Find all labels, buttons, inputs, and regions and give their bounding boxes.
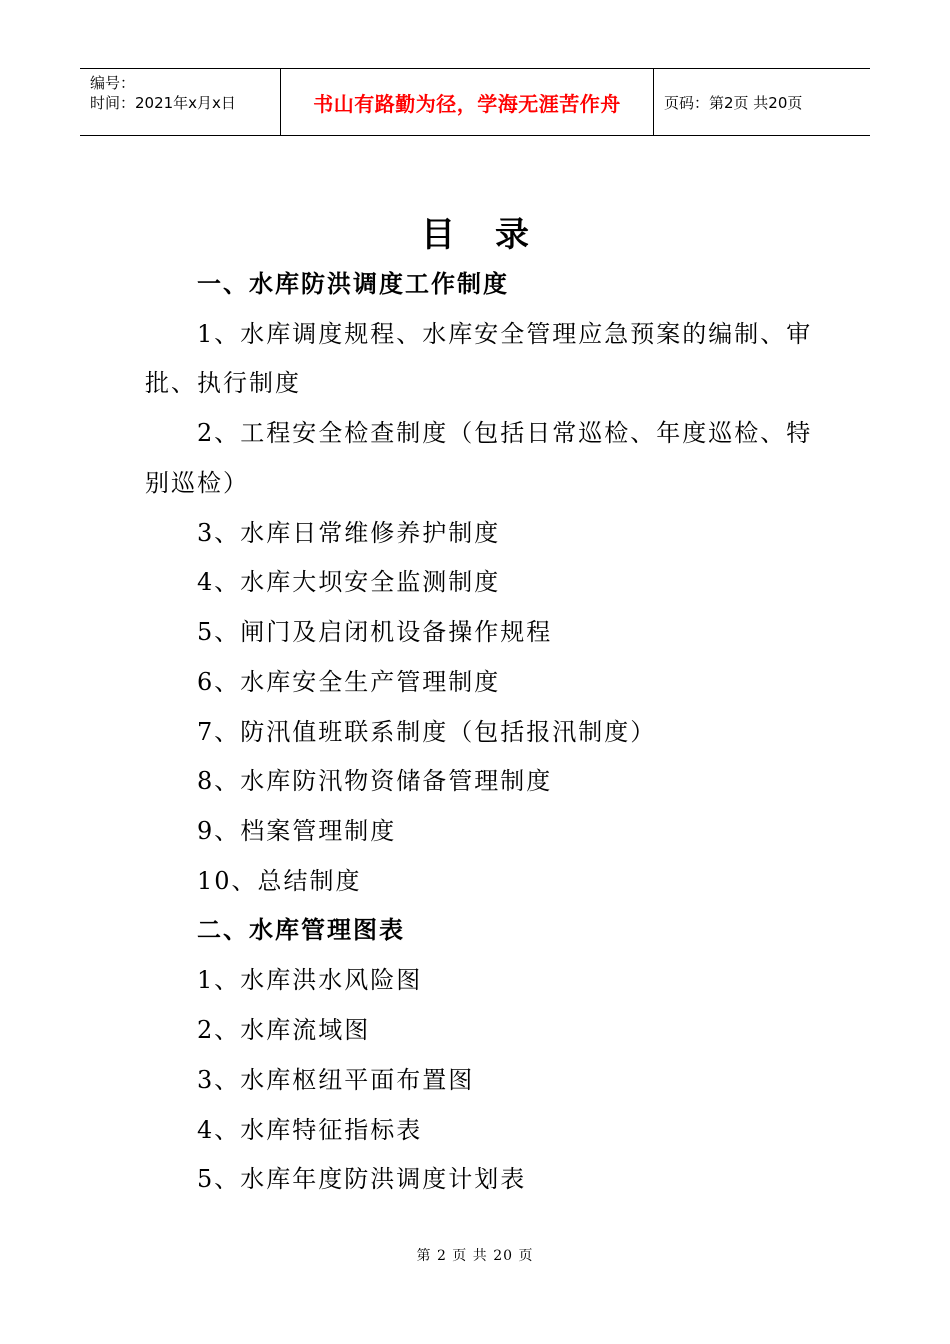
header-page-info: 页码：第2页 共20页 [664,93,803,112]
section-heading-2: 二、水库管理图表 [197,915,405,944]
toc-item-1-9: 9、档案管理制度 [197,817,397,845]
toc-item-2-2: 2、水库流域图 [197,1016,371,1044]
page-title: 目录 [421,215,569,255]
toc-item-1-7: 7、防汛值班联系制度（包括报汛制度） [197,718,657,746]
header-time: 时间：2021年x月x日 [90,94,236,112]
section-heading-1: 一、水库防洪调度工作制度 [197,269,509,298]
toc-item-2-4: 4、水库特征指标表 [197,1116,423,1144]
toc-item-2-1: 1、水库洪水风险图 [197,966,423,994]
header-meta [80,69,281,135]
toc-item-2-5: 5、水库年度防洪调度计划表 [197,1165,527,1193]
page-header [80,68,870,136]
toc-item-1-6: 6、水库安全生产管理制度 [197,668,501,696]
toc-item-1-2: 2、工程安全检查制度（包括日常巡检、年度巡检、特 [197,419,813,447]
toc-item-2-3: 3、水库枢纽平面布置图 [197,1066,475,1094]
toc-item-1-4: 4、水库大坝安全监测制度 [197,568,501,596]
toc-item-1-1-cont: 批、执行制度 [145,369,301,397]
toc-item-1-5: 5、闸门及启闭机设备操作规程 [197,618,553,646]
toc-item-1-10: 10、总结制度 [197,867,362,895]
header-number: 编号： [90,74,136,92]
toc-item-1-8: 8、水库防汛物资储备管理制度 [197,767,553,795]
page-footer: 第 2 页 共 20 页 [416,1248,534,1264]
toc-item-1-1: 1、水库调度规程、水库安全管理应急预案的编制、审 [197,320,813,348]
header-motto: 书山有路勤为径，学海无涯苦作舟 [281,69,654,135]
toc-item-1-3: 3、水库日常维修养护制度 [197,519,501,547]
toc-item-1-2-cont: 别巡检） [145,469,249,497]
